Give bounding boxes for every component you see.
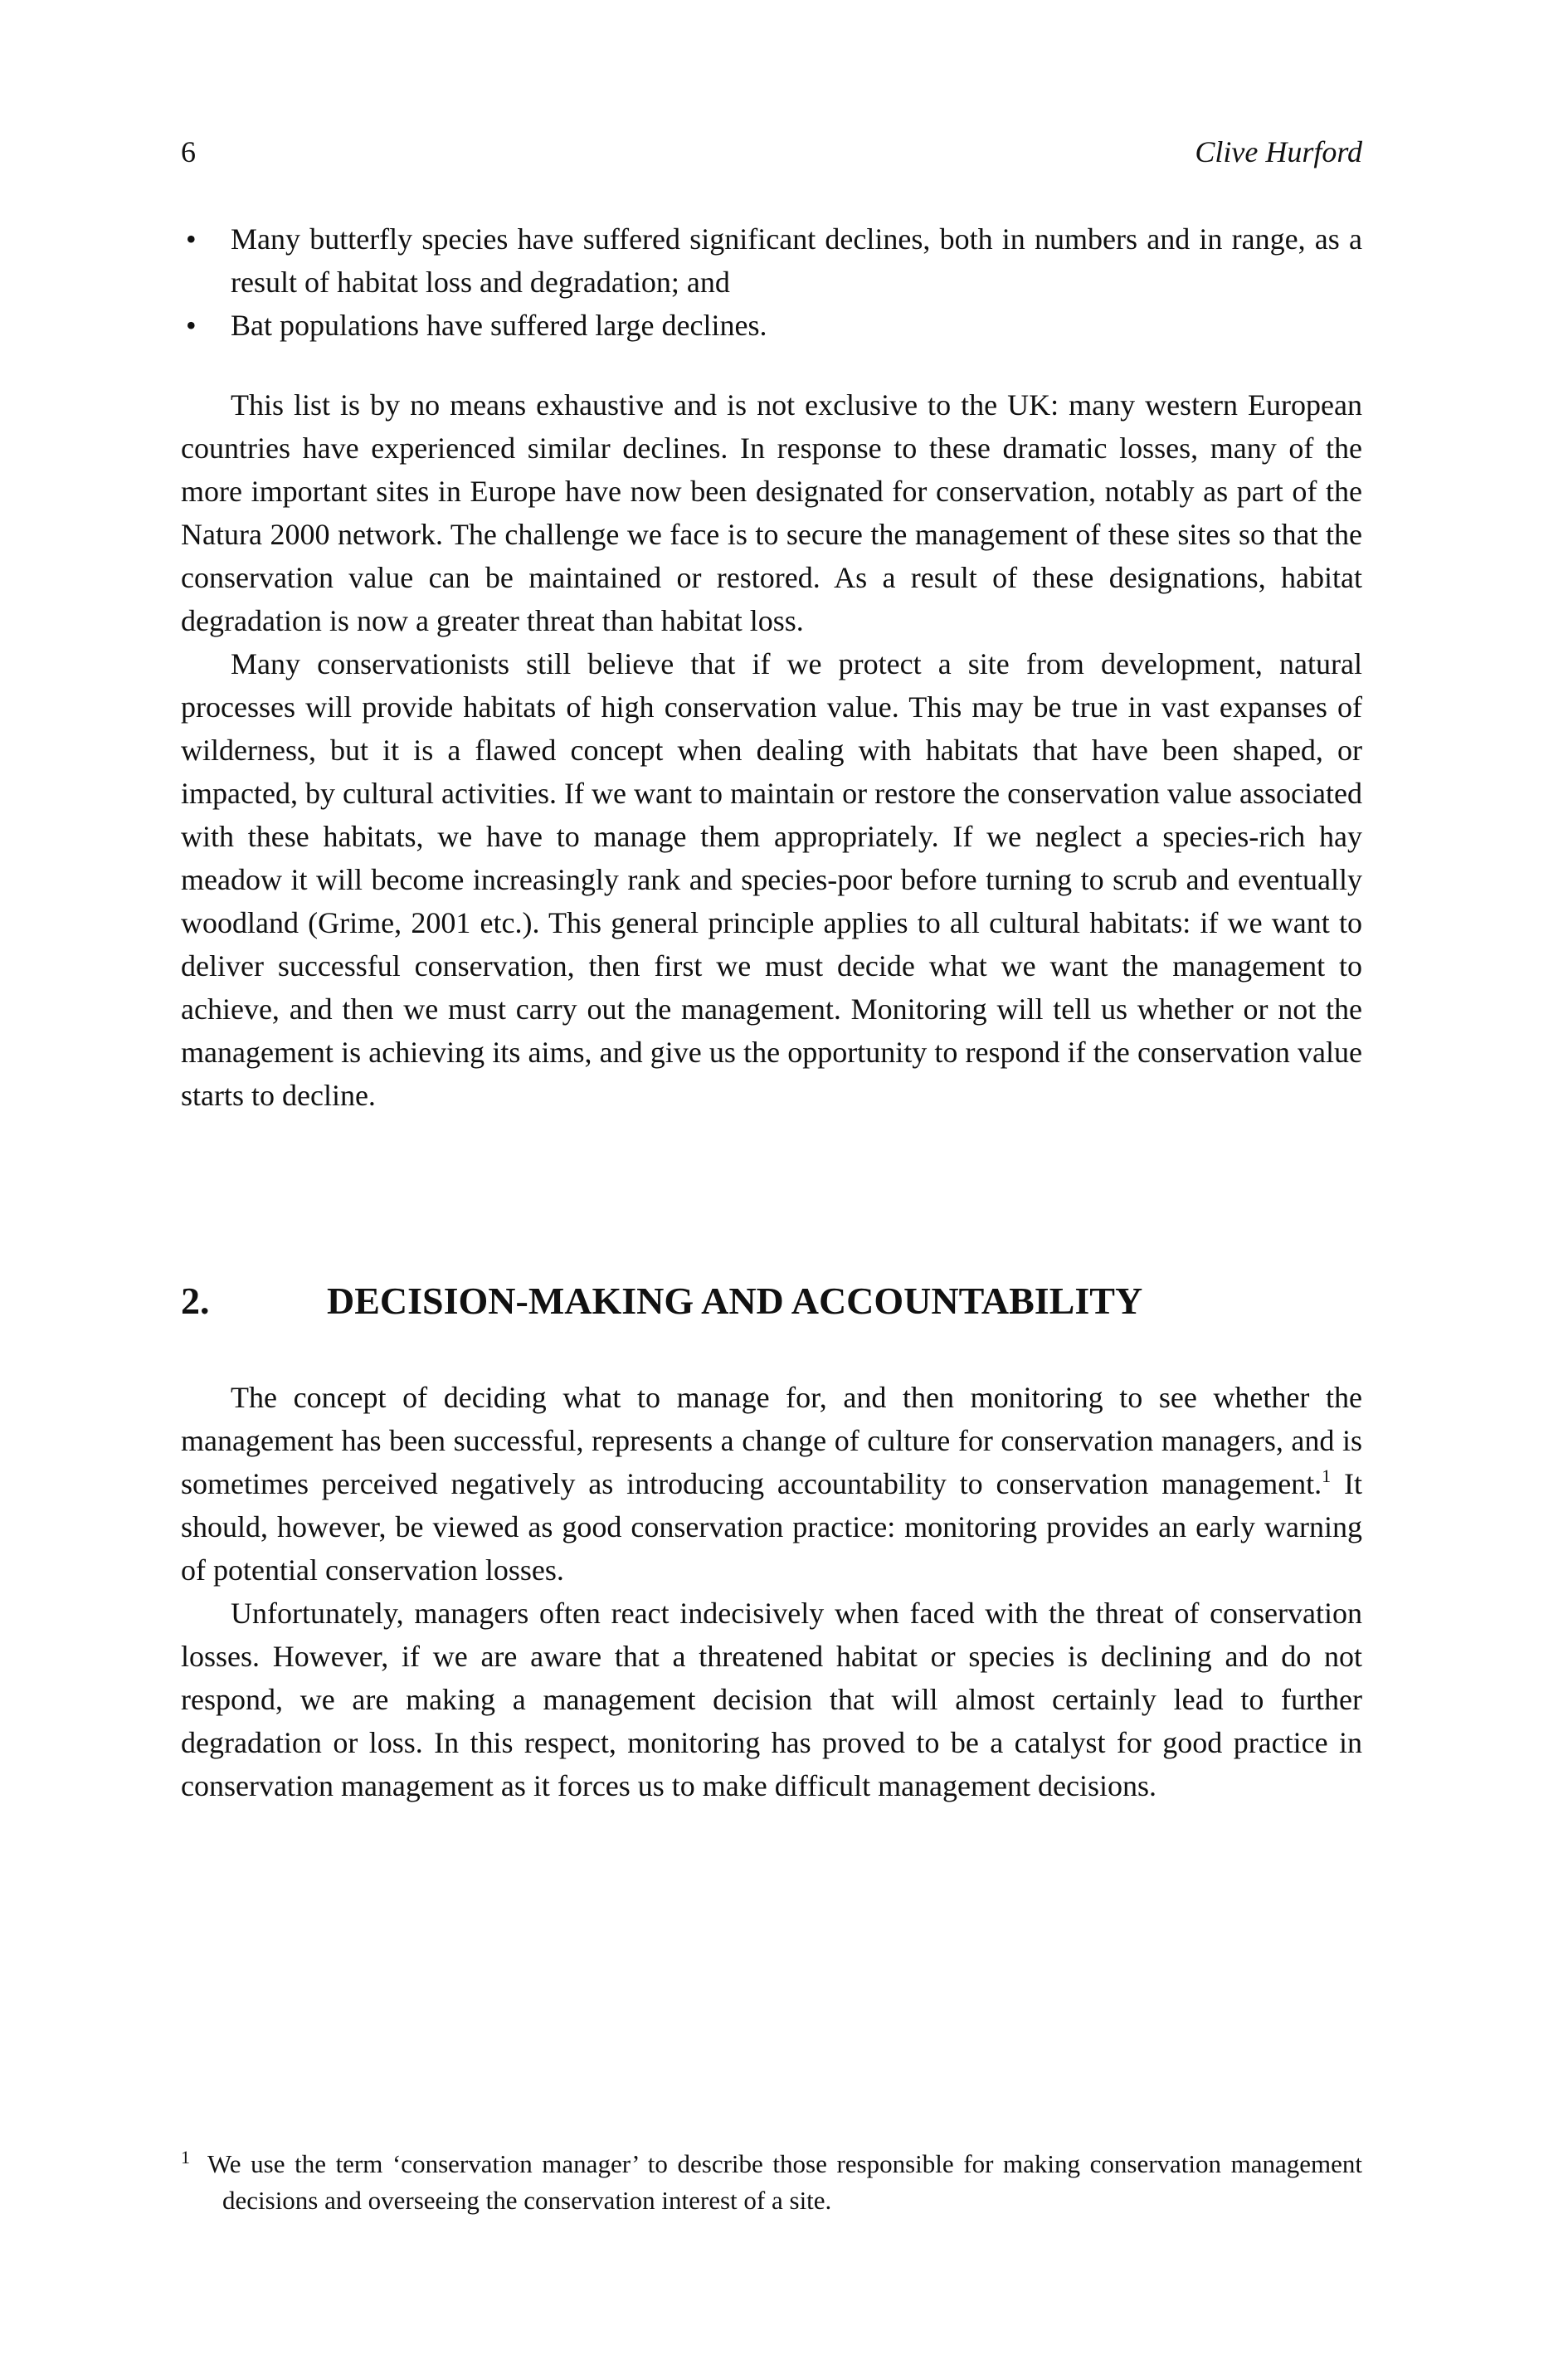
footnote-reference[interactable]: 1	[1322, 1465, 1332, 1486]
bullet-marker: •	[186, 309, 197, 342]
section-1-body	[181, 383, 1362, 1117]
paragraph: Unfortunately, managers often react indecisively when faced with the threat of conservation losses. However, if we are aware that a threatened habitat or species is declining and do not respond, we are making a management decision that will almost certainly lead to further degradation or loss. In this respect, monitoring has proved to be a catalyst for good practice in conservation management as it forces us to make difficult management decisions.	[181, 1597, 1362, 1802]
paragraph-text: It should, however, be viewed as good conservation practice: monitoring provides an early warning of potential conservation losses.	[181, 1467, 1362, 1587]
bullet-list	[181, 217, 1362, 347]
paragraph	[181, 1376, 1362, 1592]
footnote-number: 1	[181, 2147, 190, 2168]
paragraph: Many conservationists still believe that if we protect a site from development, natural processes will provide habitats of high conservation value. This may be true in vast expanses of wilderness, but it is a flawed concept when dealing with habitats that have been shaped, or impacted, by cultural activities. If we want to maintain or restore the conservation value associated with these habitats, we have to manage them appropriately. If we neglect a species-rich hay meadow it will become increasingly rank and species-poor before turning to scrub and eventually woodland (Grime, 2001 etc.). This general principle applies to all cultural habitats: if we want to deliver successful conservation, then first we must decide what we want the management to achieve, and then we must carry out the management. Monitoring will tell us whether or not the management is achieving its aims, and give us the opportunity to respond if the conservation value starts to decline.	[181, 647, 1362, 1112]
page-header	[181, 134, 1362, 176]
section-number: 2.	[181, 1280, 210, 1322]
page-number: 6	[181, 135, 196, 168]
section-title: DECISION-MAKING AND ACCOUNTABILITY	[327, 1280, 1143, 1322]
footnote-text: We use the term ‘conservation manager’ to describe those responsible for making conservation management decisions and overseeing the conservation interest of a site.	[207, 2149, 1362, 2215]
list-item	[181, 304, 1362, 347]
paragraph: This list is by no means exhaustive and is not exclusive to the UK: many western European countries have experienced similar declines. In response to these dramatic losses, many of the more important sites in Europe have now been designated for conservation, notably as part of the Natura 2000 network. The challenge we face is to secure the management of these sites so that the conservation value can be maintained or restored. As a result of these designations, habitat degradation is now a greater threat than habitat loss.	[181, 388, 1362, 637]
list-item-text: Many butterfly species have suffered significant declines, both in numbers and in range, as a result of habitat loss and degradation; and	[231, 222, 1362, 299]
paragraph-text: The concept of deciding what to manage for, and then monitoring to see whether the management has been successful, represents a change of culture for conservation managers, and is sometimes perceived negatively as introducing accountability to conservation management.	[181, 1381, 1362, 1500]
running-head-author: Clive Hurford	[1195, 135, 1362, 168]
list-item-text: Bat populations have suffered large declines.	[231, 309, 767, 342]
list-item	[181, 217, 1362, 304]
bullet-marker: •	[186, 222, 197, 256]
section-heading	[181, 1276, 1362, 1326]
footnote	[181, 2146, 1362, 2219]
section-2-body	[181, 1376, 1362, 1807]
